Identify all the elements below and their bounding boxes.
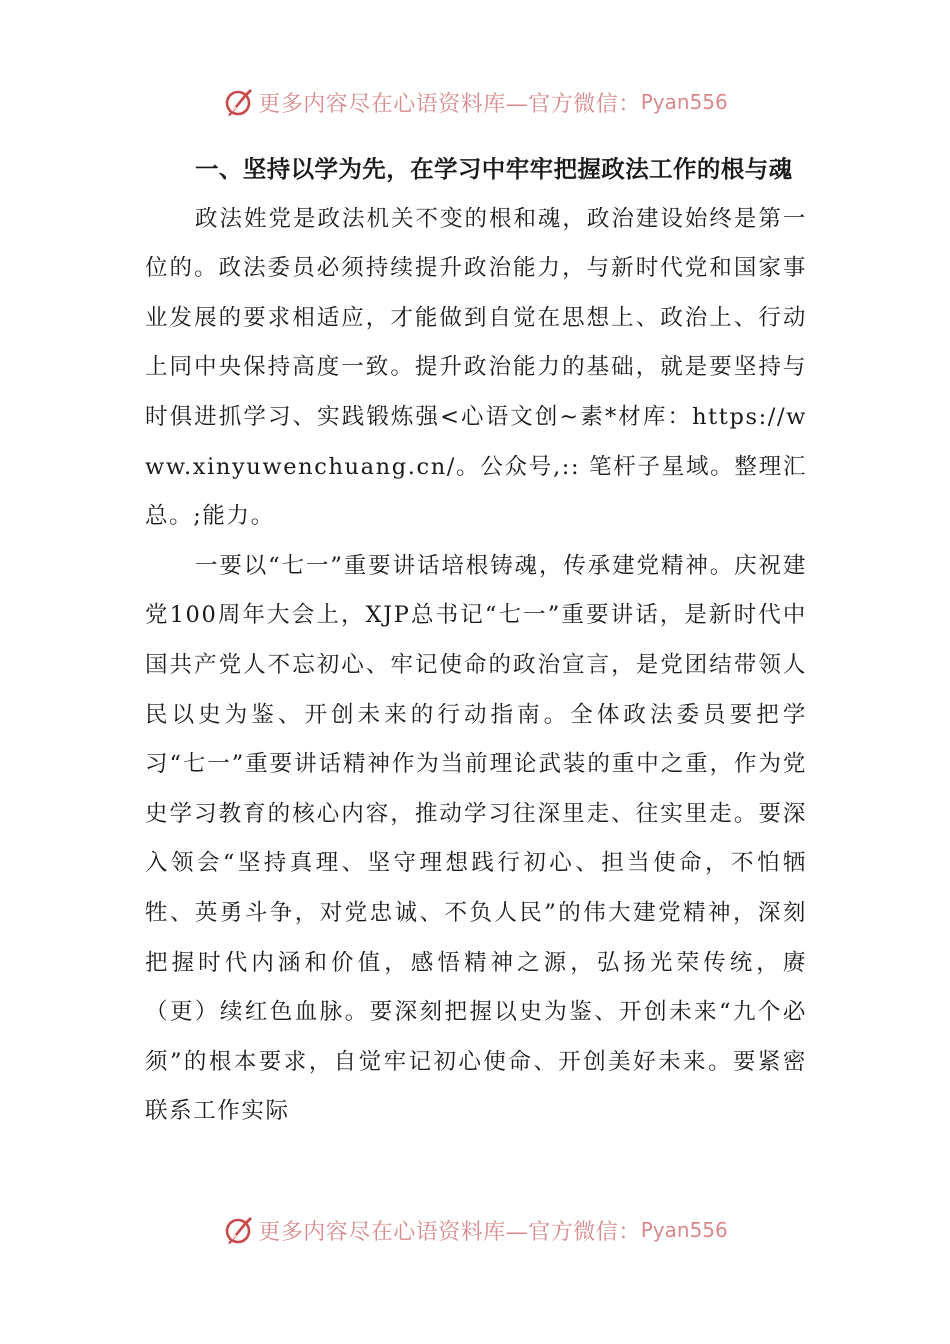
document-body — [145, 145, 807, 1137]
banner-text: 更多内容尽在心语资料库—官方微信： — [258, 1219, 641, 1245]
section-heading: 一、坚持以学为先，在学习中牢牢把握政法工作的根与魂 — [195, 155, 793, 183]
footer-watermark-banner — [0, 1208, 950, 1252]
header-watermark-banner — [0, 80, 950, 124]
paragraph: 一要以“七一”重要讲话培根铸魂，传承建党精神。庆祝建党100周年大会上，XJP总书记“七一”重要讲话，是新时代中国共产党人不忘初心、牢记使命的政治宣言，是党团结带领人民以史为鉴、开创未来的行动指南。全体政法委员要把学习“七一”重要讲话精神作为当前理论武装的重中之重，作为党史学习教育的核心内容，推动学习往深里走、往实里走。要深入领会“坚持真理、坚守理想践行初心、担当使命，不怕牺牲、英勇斗争，对党忠诚、不负人民”的伟大建党精神，深刻把握时代内涵和价值，感悟精神之源，弘扬光荣传统，赓（更）续红色血脉。要深刻把握以史为鉴、开创未来“九个必须”的根本要求，自觉牢记初心使命、开创美好未来。要紧密联系工作实际 — [145, 552, 807, 1125]
paragraph: 政法姓党是政法机关不变的根和魂，政治建设始终是第一位的。政法委员必须持续提升政治能力，与新时代党和国家事业发展的要求相适应，才能做到自觉在思想上、政治上、行动上同中央保持高度一致。提升政治能力的基础，就是要坚持与时俱进抓学习、实践锻炼强<心语文创~素*材库：https://www.xinyuwenchuang.cn/。公众号,:: 笔杆子星域。整理汇总。;能力。 — [145, 205, 807, 530]
pen-nib-logo-icon — [222, 85, 256, 119]
pen-nib-logo-icon — [222, 1213, 256, 1247]
banner-text: 更多内容尽在心语资料库—官方微信： — [258, 91, 641, 117]
banner-wechat-id: Pyan556 — [640, 1218, 728, 1242]
banner-wechat-id: Pyan556 — [640, 90, 728, 114]
